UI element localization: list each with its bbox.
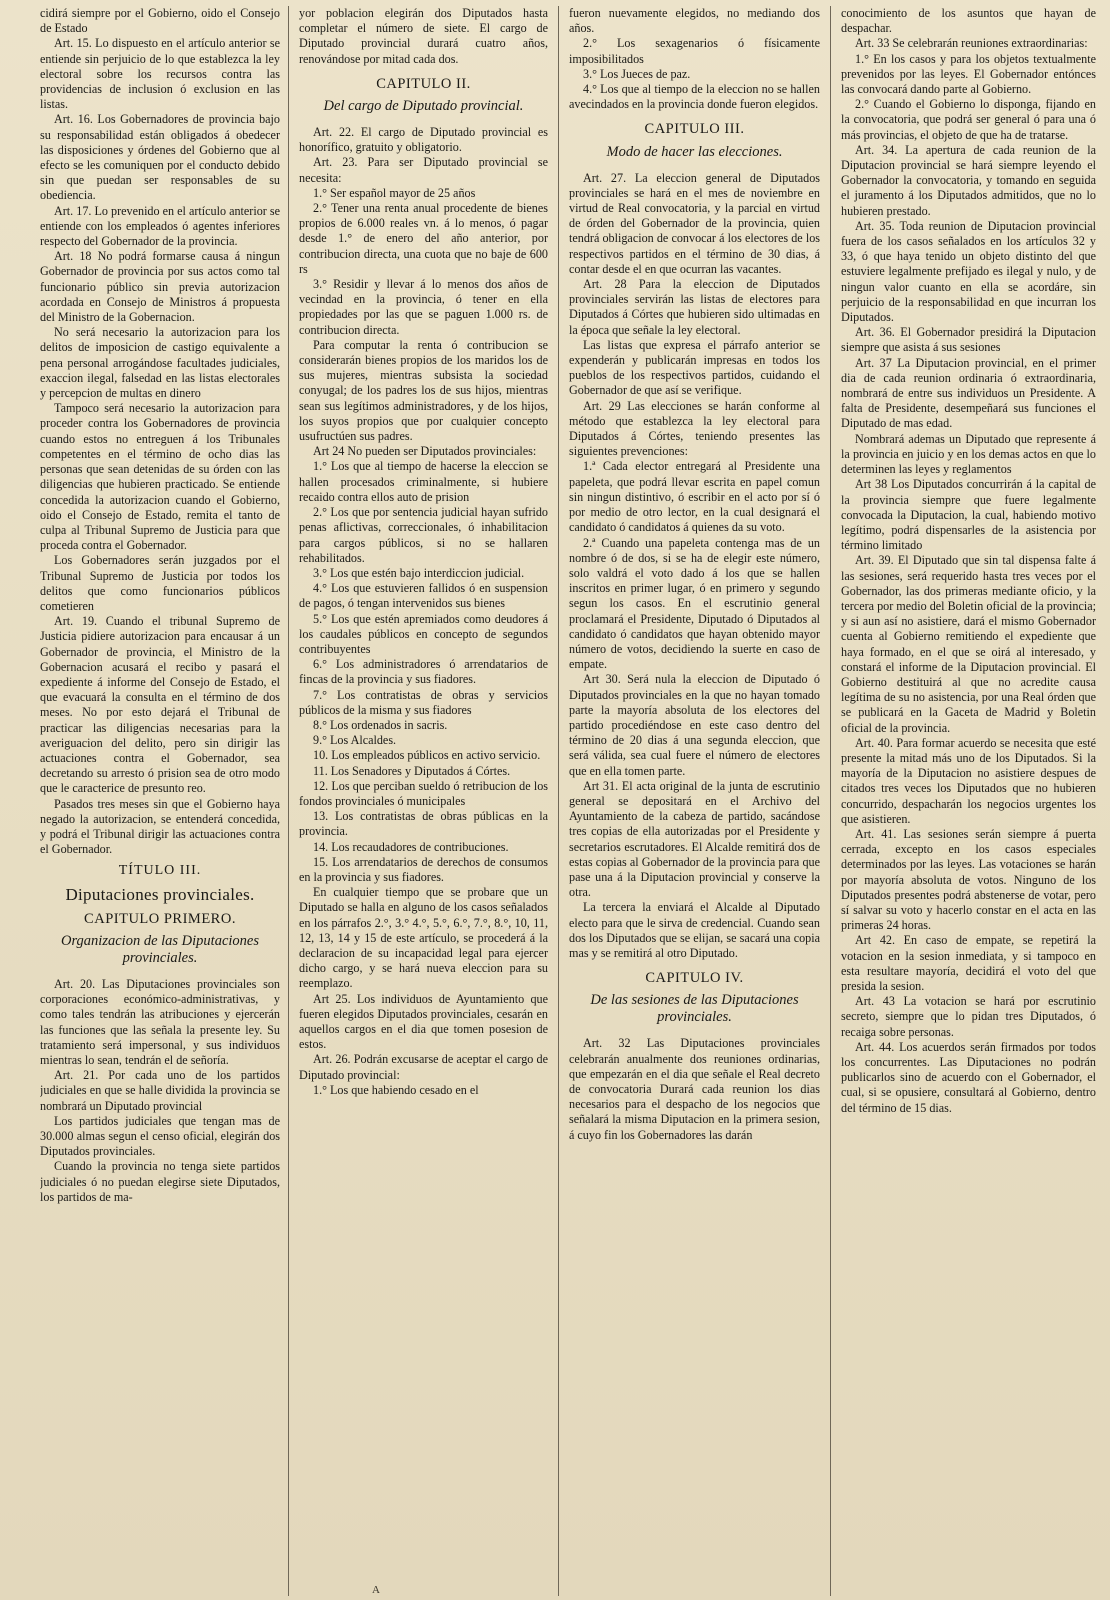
list-item: 13. Los contratistas de obras públicas en la provincia. <box>299 809 548 839</box>
paragraph: fueron nuevamente elegidos, no mediando dos años. <box>569 6 820 36</box>
article-31: Art 31. El acta original de la junta de escrutinio general se depositará en el Archivo del Ayuntamiento de la cabeza de partido, sacándose tres copias de ella autorizadas por el Presidente y secretarios escrutadores. El Alcalde remitirá dos de estas copias al Gobernador de la provincia para que pase una á la Diputacion provincial y conserve la otra. <box>569 778 820 900</box>
paragraph: Cuando la provincia no tenga siete partidos judiciales ó no puedan elegirse siete Diputados, los partidos de ma- <box>40 1159 280 1204</box>
chapter-subheading: Del cargo de Diputado provincial. <box>323 98 524 115</box>
article-35: Art. 35. Toda reunion de Diputacion provincial fuera de los casos señalados en los artículos 32 y 33, ó que haya tenido un objeto distinto del que estuviere legalmente prefijado es ilegal y nulo, y de ningun valor cuanto en ella se acordáre, sin perjuicio de la responsabilidad en que incurran los Diputados. <box>841 218 1096 325</box>
paragraph: Los Gobernadores serán juzgados por el Tribunal Supremo de Justicia por todos los delitos que como funcionarios públicos cometieren <box>40 553 280 613</box>
list-item: 2.° Cuando el Gobierno lo disponga, fijando en la convocatoria, que podrá ser general ó para una ó más provincias, el objeto de que ha de tratarse. <box>841 97 1096 142</box>
list-item: 2.° Tener una renta anual procedente de bienes propios de 6.000 reales vn. á lo menos, ó pagar desde 1.° de enero del año anterior, por contribucion directa, una cuota que no baje de 600 rs <box>299 201 548 276</box>
article-41: Art. 41. Las sesiones serán siempre á puerta cerrada, excepto en los casos especiales determinados por las leyes. Las votaciones se harán por mayoría absoluta de votos. Ninguno de los Diputados presentes podrá abstenerse de votar, pero sí salvar su voto y hacerlo constar en el acta en las primeras 24 horas. <box>841 826 1096 933</box>
paragraph: Los partidos judiciales que tengan mas de 30.000 almas segun el censo oficial, elegirán dos Diputados provinciales. <box>40 1113 280 1159</box>
article-20: Art. 20. Las Diputaciones provinciales son corporaciones económico-administrativas, y como tales tendrán las atribuciones y ejercerán las funciones que las señala la presente ley. Su tratamiento será impersonal, y sus individuos mientras lo sean, tendrán el de señoría. <box>40 976 280 1067</box>
paragraph: La tercera la enviará el Alcalde al Diputado electo para que le sirva de credencial. Cuando sean dos los Diputados que se elijan, se sacará una copia mas y se remitirá al otro Diputado. <box>569 900 820 960</box>
list-item: 5.° Los que estén apremiados como deudores á los caudales públicos en concepto de segundos contribuyentes <box>299 611 548 656</box>
article-43: Art. 43 La votacion se hará por escrutinio secreto, siempre que lo pidan tres Diputados, ó recaiga sobre personas. <box>841 994 1096 1039</box>
paragraph: En cualquier tiempo que se probare que un Diputado se halla en alguno de los casos señalados en los párrafos 2.°, 3.° 4.°, 5.°, 6.°, 7.°, 8.°, 10, 11, 12, 13, 14 y 15 de este artículo, se procederá á la declaracion de su incapacidad legal para ejercer dicho cargo, y se hará nueva eleccion para su reemplazo. <box>299 885 548 991</box>
article-29: Art. 29 Las elecciones se harán conforme al método que establezca la ley electoral para Diputados á Córtes, teniendo presentes las siguientes prevenciones: <box>569 398 820 459</box>
article-26: Art. 26. Podrán excusarse de aceptar el cargo de Diputado provincial: <box>299 1052 548 1082</box>
article-44: Art. 44. Los acuerdos serán firmados por todos los concurrentes. Las Diputaciones no podrán publicarlos sino de acuerdo con el Gobernador, el cual, si se opusiere, consultará al Gobierno, dentro del término de 15 dias. <box>841 1039 1096 1115</box>
paragraph: Nombrará ademas un Diputado que represente á la provincia en juicio y en los demas actos en que lo determinen las leyes y reglamentos <box>841 431 1096 477</box>
column-1 <box>40 6 288 1596</box>
list-item: 1.° En los casos y para los objetos textualmente prevenidos por las leyes. El Gobernador entónces las convocará dando parte al Gobierno. <box>841 51 1096 97</box>
list-item: 14. Los recaudadores de contribuciones. <box>313 839 509 854</box>
list-item: 9.° Los Alcaldes. <box>313 733 397 748</box>
chapter-subheading: Organizacion de las Diputaciones provinciales. <box>60 932 259 966</box>
signature-mark: A <box>372 1584 380 1596</box>
chapter-heading: CAPITULO II. <box>376 75 471 92</box>
article-28: Art. 28 Para la eleccion de Diputados provinciales servirán las listas de electores para Diputados á Córtes que hubieren sido ultimadas en la época que señale la ley electoral. <box>569 277 820 337</box>
list-item: 11. Los Senadores y Diputados á Córtes. <box>313 763 511 778</box>
paragraph: No será necesario la autorizacion para los delitos de imposicion de castigo equivalente a pena personal arrogándose facultades judiciales, exaccion ilegal, falsedad en las listas electorales y percepcion de multas en dinero <box>40 325 280 401</box>
chapter-heading: CAPITULO IV. <box>645 970 744 987</box>
text-columns <box>40 6 1096 1596</box>
list-item: 1.° Los que al tiempo de hacerse la eleccion se hallen procesados criminalmente, si hubiere recaido contra ellos auto de prision <box>299 459 548 504</box>
chapter-heading: CAPITULO PRIMERO. <box>84 910 236 927</box>
list-item: 1.° Ser español mayor de 25 años <box>313 185 476 200</box>
list-item: 2.ª Cuando una papeleta contenga mas de un nombre ó de dos, si se ha de elegir este número, solo valdrá el voto dado á los que se hallen inscritos en primer lugar, ó en primero y segundo segun los casos. En el escrutinio general proclamará el Presidente, Diputado ó Diputados al candidato ó candidatos que hayan obtenido mayor número de votos, decidiendo la suerte en caso de empate. <box>569 535 820 672</box>
article-37: Art. 37 La Diputacion provincial, en el primer dia de cada reunion ordinaria ó extraordinaria, nombrará de entre sus individuos un Presidente. A falta de Presidente, desempeñará sus funciones el Diputado de mas edad. <box>841 355 1096 431</box>
chapter-subheading: De las sesiones de las Diputaciones provinciales. <box>590 992 799 1026</box>
column-2 <box>288 6 558 1596</box>
article-16: Art. 16. Los Gobernadores de provincia bajo su responsabilidad están obligados á obedecer las disposiciones y órdenes del Gobierno que al efecto se les comuniquen por el conducto debido sin que puedan ser responsables de su obediencia. <box>40 112 280 203</box>
paragraph: Para computar la renta ó contribucion se considerarán bienes propios de los maridos los de sus mujeres, mientras subsista la sociedad conyugal; de los padres los de sus hijos, mientras sean sus legítimos administradores, y de los hijos, los suyos propios que por cualquier concepto usufructúen sus padres. <box>299 337 548 444</box>
list-item: 7.° Los contratistas de obras y servicios públicos de la misma y sus fiadores <box>299 687 548 717</box>
list-item: 6.° Los administradores ó arrendatarios de fincas de la provincia y sus fiadores. <box>299 657 548 687</box>
paragraph: Pasados tres meses sin que el Gobierno haya negado la autorizacion, se entenderá concedida, y podrá el Tribunal dirigir las actuaciones contra el Gobernador. <box>40 796 280 857</box>
title-heading: TÍTULO III. <box>118 863 202 879</box>
list-item: 8.° Los ordenados in sacris. <box>313 717 448 732</box>
article-34: Art. 34. La apertura de cada reunion de la Diputacion provincial se hará siempre leyendo el Gobernador la convocatoria, y tomando en seguida el juramento á los Diputados admitidos, que no lo hubieren prestado. <box>841 142 1096 218</box>
article-33: Art. 33 Se celebrarán reuniones extraordinarias: <box>855 36 1088 51</box>
article-24: Art 24 No pueden ser Diputados provinciales: <box>313 444 537 459</box>
paragraph: Tampoco será necesario la autorizacion para proceder contra los Gobernadores de provincia cuando estos no entreguen á los Tribunales competentes en el término de ocho dias las personas que sean detenidas de su órden con las diligencias que hubieren practicado. Se entiende concedida la autorizacion cuando el Gobierno, oido el Consejo de Estado, remita el tanto de culpa al Tribunal Supremo de Justicia para que proceda contra el Gobernador. <box>40 401 280 553</box>
article-21: Art. 21. Por cada uno de los partidos judiciales en que se halle dividida la provincia se nombrará un Diputado provincial <box>40 1068 280 1113</box>
article-15: Art. 15. Lo dispuesto en el artículo anterior se entiende sin perjuicio de lo que establezca la ley electoral sobre los recursos contra las providencias de inclusion ó exclusion en las listas. <box>40 36 280 112</box>
article-38: Art 38 Los Diputados concurrirán á la capital de la provincia siempre que fuere legalmente convocada la Diputacion, la cual, habiendo motivo legítimo, podrá dispensarles de la asistencia por término limitado <box>841 477 1096 553</box>
list-item: 4.° Los que estuvieren fallidos ó en suspension de pagos, ó tengan intervenidos sus bienes <box>299 581 548 611</box>
article-25: Art 25. Los individuos de Ayuntamiento que fueren elegidos Diputados provinciales, cesarán en aquellos cargos en el dia que tomen posesion de estos. <box>299 991 548 1052</box>
article-19: Art. 19. Cuando el tribunal Supremo de Justicia pidiere autorizacion para encausar á un Gobernador de provincia, el Ministro de la Gobernacion acusará el recibo y pasará el expediente á informe del Consejo de Estado, el que evacuará la consulta en el término de dos meses. No por esto dejará el Tribunal de practicar las diligencias necesarias para la averiguacion del delito, pero sin dirigir las actuaciones contra el Gobernador, sea decretando su arresto ó prision sea de otro modo que le caracterice de presunto reo. <box>40 614 280 796</box>
list-item: 3.° Residir y llevar á lo menos dos años de vecindad en la provincia, ó tener en ella propiedades por las que se paguen 1.000 rs. de contribucion directa. <box>299 277 548 337</box>
list-item: 2.° Los que por sentencia judicial hayan sufrido penas aflictivas, correccionales, ó inhabilitacion para cargos públicos, si no se hallaren rehabilitados. <box>299 505 548 565</box>
article-27: Art. 27. La eleccion general de Diputados provinciales se hará en el mes de noviembre en virtud de Real convocatoria, y la parcial en virtud de órden del Gobernador de la provincia, quien tendrá obligacion de convocar á los electores de los respectivos partidos en el término de 30 dias, á contar desde el en que ocurran las vacantes. <box>569 170 820 276</box>
paragraph: conocimiento de los asuntos que hayan de despachar. <box>841 6 1096 36</box>
paragraph: Las listas que expresa el párrafo anterior se expenderán y publicarán impresas en todos los pueblos de los respectivos partidos, cuidando el Gobernador de que así se verifique. <box>569 337 820 398</box>
article-30: Art 30. Será nula la eleccion de Diputado ó Diputados provinciales en la que no hayan tomado parte la mayoría absoluta de los electores del partido procediéndose en este caso dentro del término de 20 dias á una segunda eleccion, que será válida, sea cual fuere el número de electores que en ella tomen parte. <box>569 672 820 778</box>
article-36: Art. 36. El Gobernador presidirá la Diputacion siempre que asista á sus sesiones <box>841 325 1096 355</box>
column-4 <box>830 6 1096 1596</box>
list-item: 15. Los arrendatarios de derechos de consumos en la provincia y sus fiadores. <box>299 854 548 884</box>
article-32: Art. 32 Las Diputaciones provinciales celebrarán anualmente dos reuniones ordinarias, que empezarán en el dia que señale el Real decreto de convocatoria Durará cada reunion los dias necesarios para el despacho de los negocios que señalará la misma Diputacion en la primera sesion, á cuyo fin los Gobernadores las darán <box>569 1036 820 1142</box>
article-42: Art 42. En caso de empate, se repetirá la votacion en la sesion inmediata, y si tampoco en esta resultare mayoría, decidirá el voto del que presida la sesion. <box>841 933 1096 993</box>
list-item: 2.° Los sexagenarios ó físicamente imposibilitados <box>569 36 820 66</box>
paragraph: yor poblacion elegirán dos Diputados hasta completar el número de siete. El cargo de Diputado provincial durará cuatro años, renovándose por mitad cada dos. <box>299 6 548 66</box>
list-item: 1.° Los que habiendo cesado en el <box>313 1082 479 1097</box>
article-22: Art. 22. El cargo de Diputado provincial es honorífico, gratuito y obligatorio. <box>299 125 548 155</box>
paragraph: cidirá siempre por el Gobierno, oido el Consejo de Estado <box>40 6 280 36</box>
list-item: 10. Los empleados públicos en activo servicio. <box>313 748 541 763</box>
list-item: 3.° Los Jueces de paz. <box>583 66 691 81</box>
article-23: Art. 23. Para ser Diputado provincial se necesita: <box>299 155 548 185</box>
title-subheading: Diputaciones provinciales. <box>65 884 255 904</box>
chapter-heading: CAPITULO III. <box>644 121 745 138</box>
list-item: 3.° Los que estén bajo interdiccion judicial. <box>313 565 525 580</box>
list-item: 4.° Los que al tiempo de la eleccion no se hallen avecindados en la provincia donde fueron elegidos. <box>569 82 820 112</box>
list-item: 1.ª Cada elector entregará al Presidente una papeleta, que podrá llevar escrita en papel comun sin ningun distintivo, ó escribir en el acto por sí ó por medio de otro lector, en la cual designará el candidato ó candidatos á quienes da su voto. <box>569 459 820 535</box>
list-item: 12. Los que perciban sueldo ó retribucion de los fondos provinciales ó municipales <box>299 778 548 808</box>
article-40: Art. 40. Para formar acuerdo se necesita que esté presente la mitad más uno de los Diputados. Si la mayoría de la Diputacion no asistiere despues de citados tres veces los Diputados que no hubieren concurrido, despacharán los negocios urgentes los que asistieren. <box>841 735 1096 826</box>
chapter-subheading: Modo de hacer las elecciones. <box>606 143 783 160</box>
article-18: Art. 18 No podrá formarse causa á ningun Gobernador de provincia por sus actos como tal funcionario público sin previa autorizacion acordada en Consejo de Ministros á propuesta del Ministro de la Gobernacion. <box>40 249 280 325</box>
column-3 <box>558 6 830 1596</box>
article-17: Art. 17. Lo prevenido en el artículo anterior se entiende con los empleados ó agentes inferiores respecto del Gobernador de la provincia. <box>40 203 280 249</box>
article-39: Art. 39. El Diputado que sin tal dispensa falte á las sesiones, será requerido hasta tres veces por el Gobernador, las dos primeras mediante oficio, y la tercera por medio del Boletin oficial de la provincia; y si aun así no asistiere, dará el mismo Gobernador cuenta al Gobierno remitiendo el expediente que haya formado, en el que se oirá al interesado, y constará el informe de la Diputacion provincial. El Gobierno destituirá al que no acredite causa legítima de su no asistencia, por una Real órden que se publicará en la Gaceta de Madrid y Boletin oficial de la provincia. <box>841 553 1096 735</box>
